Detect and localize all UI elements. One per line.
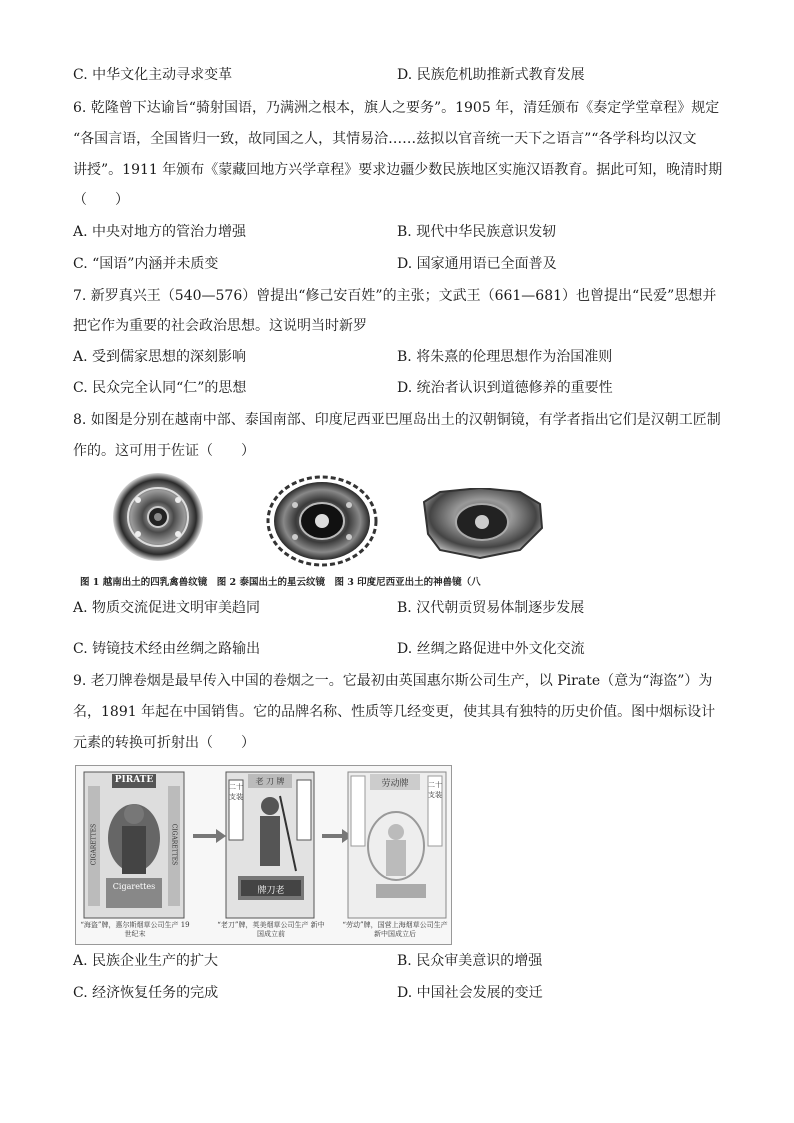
label3-title: 劳动牌 — [381, 779, 409, 789]
question-6-line-1: 6. 乾隆曾下达谕旨“骑射国语，乃满洲之根本，旗人之要务”。1905 年，清廷颁布《奏定学堂章程》规定 — [73, 100, 720, 116]
q6-option-c[interactable]: C. “国语”内涵并未质变 — [73, 256, 219, 272]
option-c[interactable]: C. 中华文化主动寻求变革 — [73, 67, 233, 83]
label2-bottom: 牌刀老 — [257, 886, 285, 896]
q6-option-b[interactable]: B. 现代中华民族意识发轫 — [397, 224, 557, 240]
mirror-image-2 — [265, 475, 380, 567]
mirror-image-3 — [420, 488, 545, 560]
mirror-image-1 — [110, 470, 205, 565]
question-6-line-3: 讲授”。1911 年颁布《蒙藏回地方兴学章程》要求边疆少数民族地区实施汉语教育。据此可知，晚清时期 — [73, 162, 723, 178]
question-8-line-1: 8. 如图是分别在越南中部、泰国南部、印度尼西亚巴厘岛出土的汉朝铜镜，有学者指出它们是汉朝工匠制 — [73, 412, 721, 428]
q6-option-a[interactable]: A. 中央对地方的管治力增强 — [73, 224, 247, 240]
label2-side: 二十支装 — [229, 783, 243, 801]
q7-option-c[interactable]: C. 民众完全认同“仁”的思想 — [73, 380, 247, 396]
q9-option-b[interactable]: B. 民众审美意识的增强 — [397, 953, 543, 969]
q9-option-d[interactable]: D. 中国社会发展的变迁 — [397, 985, 543, 1001]
question-9-line-3: 元素的转换可折射出（ ） — [73, 735, 255, 751]
q6-option-d[interactable]: D. 国家通用语已全面普及 — [397, 256, 557, 272]
label3-side: 二十支装 — [428, 781, 442, 799]
q7-option-a[interactable]: A. 受到儒家思想的深刻影响 — [73, 349, 247, 365]
cigarette-labels-drawing — [76, 766, 451, 944]
question-9-line-1: 9. 老刀牌卷烟是最早传入中国的卷烟之一。它最初由英国惠尔斯公司生产，以 Pirate（意为“海盗”）为 — [73, 673, 713, 689]
q8-option-b[interactable]: B. 汉代朝贡贸易体制逐步发展 — [397, 600, 585, 616]
label1-side-right: CIGARETTES — [170, 823, 178, 866]
label1-side-left: CIGARETTES — [90, 823, 98, 866]
q8-option-a[interactable]: A. 物质交流促进文明审美趋同 — [73, 600, 261, 616]
question-7-line-2: 把它作为重要的社会政治思想。这说明当时新罗 — [73, 318, 367, 334]
q8-option-d[interactable]: D. 丝绸之路促进中外文化交流 — [397, 641, 585, 657]
q8-option-c[interactable]: C. 铸镜技术经由丝绸之路输出 — [73, 641, 261, 657]
label3-caption: “劳动”牌，国营上海烟草公司生产 新中国成立后 — [342, 921, 448, 938]
label2-title: 老 刀 牌 — [255, 777, 285, 786]
q7-option-b[interactable]: B. 将朱熹的伦理思想作为治国准则 — [397, 349, 613, 365]
question-8-line-2: 作的。这可用于佐证（ ） — [73, 443, 255, 459]
cigarette-label-figure — [75, 765, 452, 945]
q9-option-c[interactable]: C. 经济恢复任务的完成 — [73, 985, 219, 1001]
option-d[interactable]: D. 民族危机助推新式教育发展 — [397, 67, 585, 83]
label2-caption: “老刀”牌，英美烟草公司生产 新中国成立前 — [217, 921, 325, 938]
q7-option-d[interactable]: D. 统治者认识到道德修养的重要性 — [397, 380, 613, 396]
label1-title: PIRATE — [114, 775, 154, 785]
question-9-line-2: 名，1891 年起在中国销售。它的品牌名称、性质等几经变更，使其具有独特的历史价值。图中烟标设计 — [73, 704, 716, 720]
q9-option-a[interactable]: A. 民族企业生产的扩大 — [73, 953, 219, 969]
figure-caption: 图 1 越南出土的四乳禽兽纹镜 图 2 泰国出土的星云纹镜 图 3 印度尼西亚出土的神兽镜（八 — [80, 577, 481, 588]
question-7-line-1: 7. 新罗真兴王（540—576）曾提出“修己安百姓”的主张；文武王（661—681）也曾提出“民爱”思想并 — [73, 288, 717, 304]
label1-caption: “海盗”牌，惠尔斯烟草公司生产 19世纪末 — [80, 921, 190, 938]
question-6-line-2: “各国言语，全国皆归一致，故同国之人，其情易洽……兹拟以官音统一天下之语言”“各学科均以汉文 — [73, 131, 697, 147]
label1-bottom: Cigarettes — [112, 882, 156, 891]
question-6-blank: （ ） — [73, 192, 129, 208]
